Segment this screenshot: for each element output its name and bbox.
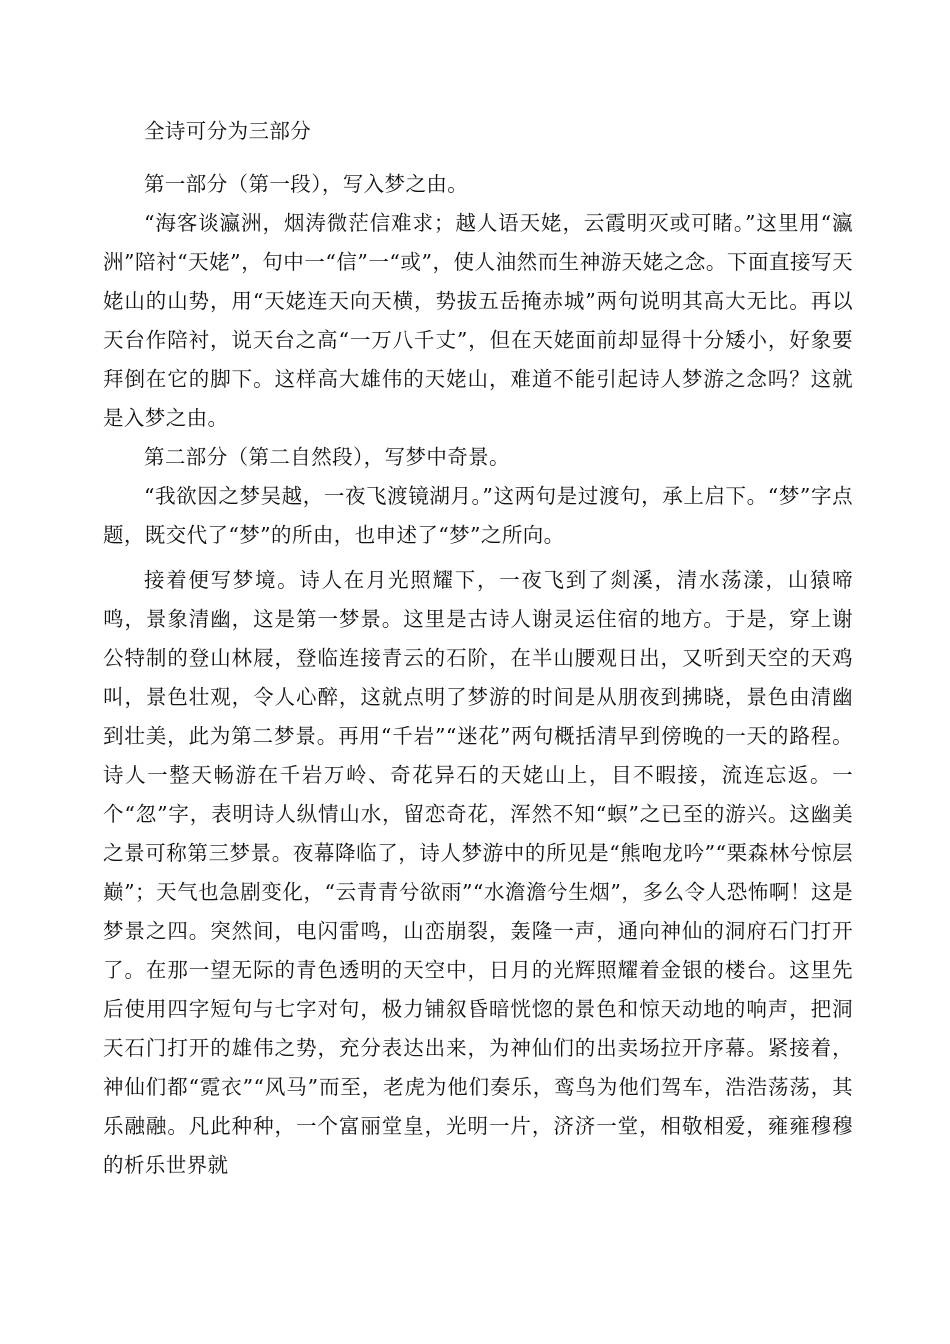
- transition-paragraph: “我欲因之梦吴越，一夜飞渡镜湖月。”这两句是过渡句，承上启下。“梦”字点题，既交代了“梦”的所由，也申述了“梦”之所向。: [103, 484, 853, 547]
- part-one-paragraph: “海客谈瀛洲，烟涛微茫信难求；越人语天姥，云霞明灭或可睹。”这里用“瀛洲”陪衬“天姥”，句中一“信”一“或”，使人油然而生神游天姥之念。下面直接写天姥山的山势，用“天姥连天向天横，势拔五岳掩赤城”两句说明其高大无比。再以天台作陪衬，说天台之高“一万八千丈”，但在天姥面前却显得十分矮小，好象要拜倒在它的脚下。这样高大雄伟的天姥山，难道不能引起诗人梦游之念吗？这就是入梦之由。: [103, 211, 853, 430]
- section-heading: 全诗可分为三部分: [144, 119, 312, 143]
- dream-scenes-paragraph: 接着便写梦境。诗人在月光照耀下，一夜飞到了剡溪，清水荡漾，山猿啼鸣，景象清幽，这是第一梦景。这里是古诗人谢灵运住宿的地方。于是，穿上谢公特制的登山林屐，登临连接青云的石阶，在半山腰观日出，又听到天空的天鸡叫，景色壮观，令人心醉，这就点明了梦游的时间是从朋夜到拂晓，景色由清幽到壮美，此为第二梦景。再用“千岩”“迷花”两句概括清早到傍晚的一天的路程。诗人一整天畅游在千岩万岭、奇花异石的天姥山上，目不暇接，流连忘返。一个“忽”字，表明诗人纵情山水，留恋奇花，浑然不知“螟”之已至的游兴。这幽美之景可称第三梦景。夜幕降临了，诗人梦游中的所见是“熊咆龙吟”“栗森林兮惊层巅”；天气也急剧变化，“云青青兮欲雨”“水澹澹兮生烟”，多么令人恐怖啊！这是梦景之四。突然间，电闪雷鸣，山峦崩裂，轰隆一声，通向神仙的洞府石门打开了。在那一望无际的青色透明的天空中，日月的光辉照耀着金银的楼台。这里先后使用四字短句与七字对句，极力铺叙昏暗恍惚的景色和惊天动地的响声，把洞天石门打开的雄伟之势，充分表达出来，为神仙们的出卖场拉开序幕。紧接着，神仙们都“霓衣”“风马”而至，老虎为他们奏乐，鸾鸟为他们驾车，浩浩荡荡，其乐融融。凡此种种，一个富丽堂皇，光明一片，济济一堂，相敬相爱，雍雍穆穆的析乐世界就: [103, 568, 853, 1177]
- part-two-heading: 第二部分（第二自然段），写梦中奇景。: [144, 445, 510, 469]
- part-one-heading: 第一部分（第一段），写入梦之由。: [144, 172, 469, 196]
- document-body: [103, 112, 853, 1185]
